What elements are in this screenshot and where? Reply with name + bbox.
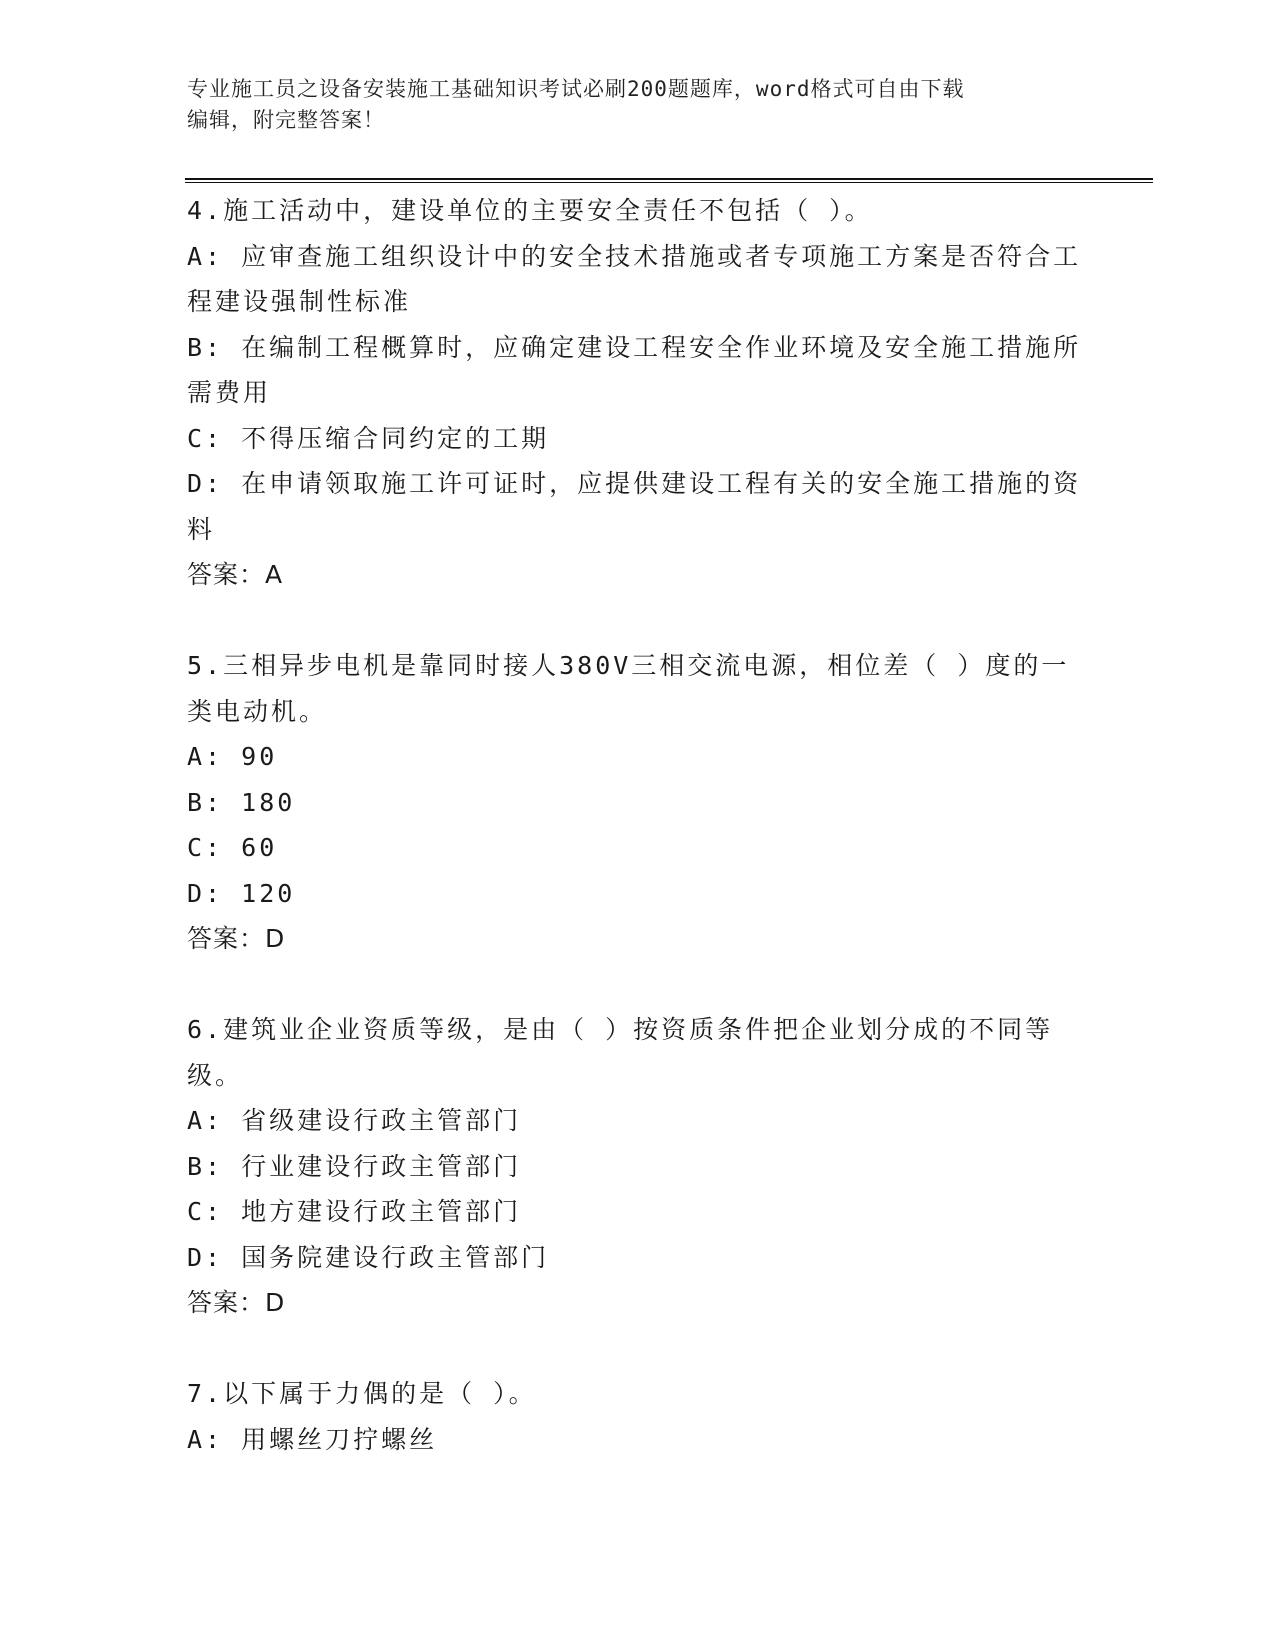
option-c: C: 60 [187, 833, 278, 862]
option-a: A: 应审查施工组织设计中的安全技术措施或者专项施工方案是否符合工程建设强制性标准 [187, 241, 1082, 316]
question-stem: 6.建筑业企业资质等级，是由（ ）按资质条件把企业划分成的不同等级。 [187, 1015, 1054, 1090]
option-a: A: 90 [187, 742, 278, 771]
question-4 [187, 188, 1087, 598]
answer: 答案：A [187, 560, 284, 589]
answer: 答案：D [187, 1288, 286, 1317]
option-b: B: 在编制工程概算时，应确定建设工程安全作业环境及安全施工措施所需费用 [187, 332, 1082, 407]
option-d: D: 国务院建设行政主管部门 [187, 1242, 550, 1272]
option-b: B: 行业建设行政主管部门 [187, 1151, 522, 1181]
question-7 [187, 1371, 1087, 1462]
page-header [187, 74, 1067, 136]
question-6 [187, 1007, 1087, 1326]
option-c: C: 地方建设行政主管部门 [187, 1197, 522, 1226]
option-d: D: 120 [187, 878, 296, 908]
question-stem: 5.三相异步电机是靠同时接人380V三相交流电源，相位差（ ）度的一类电动机。 [187, 651, 1070, 726]
header-title-line-2: 编辑，附完整答案！ [187, 108, 385, 132]
option-a: A: 用螺丝刀拧螺丝 [187, 1424, 438, 1454]
question-stem: 7.以下属于力偶的是（ ）。 [187, 1379, 537, 1408]
option-a: A: 省级建设行政主管部门 [187, 1106, 522, 1135]
question-stem: 4.施工活动中，建设单位的主要安全责任不包括（ ）。 [187, 196, 873, 225]
header-title-line-1: 专业施工员之设备安装施工基础知识考试必刷200题题库，word格式可自由下载 [187, 77, 965, 101]
question-5 [187, 643, 1087, 962]
question-list [187, 188, 1087, 1462]
header-divider [185, 178, 1153, 183]
option-c: C: 不得压缩合同约定的工期 [187, 423, 550, 453]
option-d: D: 在申请领取施工许可证时，应提供建设工程有关的安全施工措施的资料 [187, 469, 1082, 544]
option-b: B: 180 [187, 787, 296, 817]
answer: 答案：D [187, 924, 286, 953]
